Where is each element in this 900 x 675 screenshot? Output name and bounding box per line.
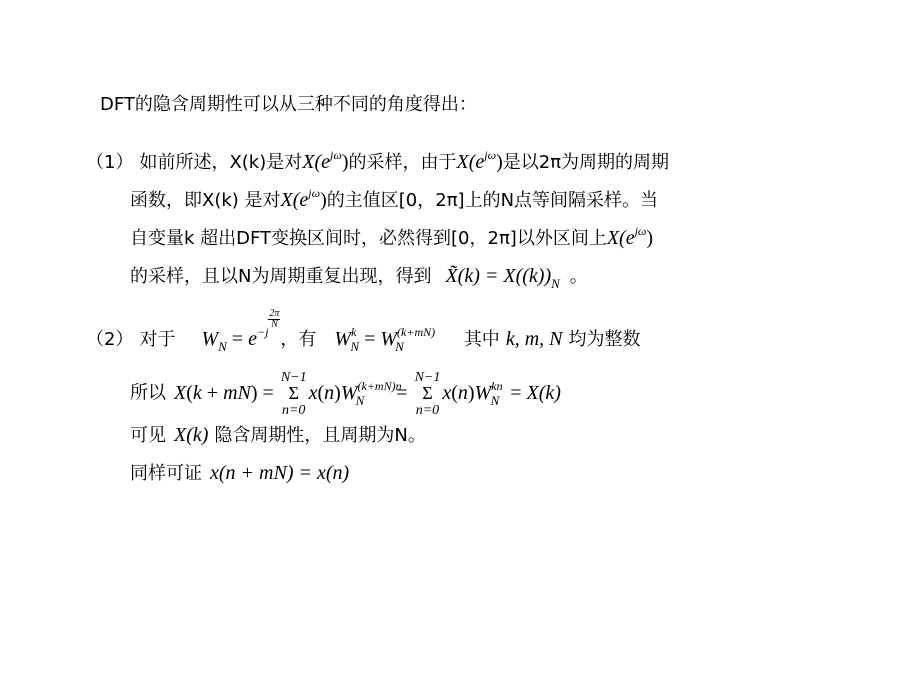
p1-line4 xyxy=(130,264,588,290)
p1-l1b: 的采样，由于 xyxy=(348,152,457,173)
p1-l1a: 如前所述，X(k)是对 xyxy=(139,152,303,173)
math-vars: k, m, N xyxy=(505,328,563,350)
math-xtilde: X̃(k) = $X((k))_N$ xyxy=(445,265,560,291)
p2-line2 xyxy=(130,370,561,418)
p2-l1b: ，有 xyxy=(280,329,317,350)
p1-number: （1） xyxy=(86,152,134,173)
p2-l1c: 其中 xyxy=(463,329,500,350)
p2-line4 xyxy=(130,461,349,486)
math-Xk: X(k) xyxy=(174,424,209,446)
math-X-ejw-1: $X(e^{j\omega})$ xyxy=(302,148,349,173)
p1-l4end: 。 xyxy=(569,266,588,287)
p2-l2a: 所以 xyxy=(130,382,166,404)
intro-text xyxy=(100,93,477,117)
p2-l4a: 同样可证 xyxy=(130,463,202,484)
p1-l3a: 自变量k 超出DFT变换区间时，必然得到[0，2π]以外区间上 xyxy=(130,228,607,249)
p2-l3b: 隐含周期性，且周期为N。 xyxy=(214,425,426,446)
p1-line3 xyxy=(130,226,653,252)
p1-l4a: 的采样，且以N为周期重复出现，得到 xyxy=(130,266,432,287)
math-WN-period: $W^k_N = W^{(k+mN)}_N$ xyxy=(334,325,436,354)
math-X-ejw-2: $X(e^{j\omega})$ xyxy=(456,148,503,173)
p2-l3a: 可见 xyxy=(130,425,166,446)
math-X-ejw-3: $X(e^{j\omega})$ xyxy=(280,186,327,211)
math-periodic-x: x(n + mN) = x(n) xyxy=(210,462,350,484)
p1-l2b: 的主值区[0，2π]上的N点等间隔采样。当 xyxy=(326,190,659,211)
p2-line1 xyxy=(86,308,641,354)
p1-l1c: 是以2π为周期的周期 xyxy=(502,152,670,173)
intro-label: DFT的隐含周期性可以从三种不同的角度得出： xyxy=(100,94,477,115)
p2-l1d: 均为整数 xyxy=(568,329,641,350)
math-X-ejw-4: $X(e^{j\omega})$ xyxy=(606,224,654,249)
p2-line3 xyxy=(130,423,426,448)
math-WN-def: $W_N = e^{-j \frac{2\pi}{N}}$ xyxy=(201,308,280,354)
p1-line2 xyxy=(130,188,658,214)
p2-l1a: 对于 xyxy=(139,329,176,350)
math-sum-equation: X(k + mN) = N−1 Σ $n=0x(n)W^{(k+mN)n}_N = N-1$ Σ $n=0x(n)W^{kn}_N = X(k)$ xyxy=(174,370,561,418)
p2-number: （2） xyxy=(86,329,134,350)
p1-line1 xyxy=(86,150,669,176)
p1-l2a: 函数，即X(k) 是对 xyxy=(130,190,281,211)
